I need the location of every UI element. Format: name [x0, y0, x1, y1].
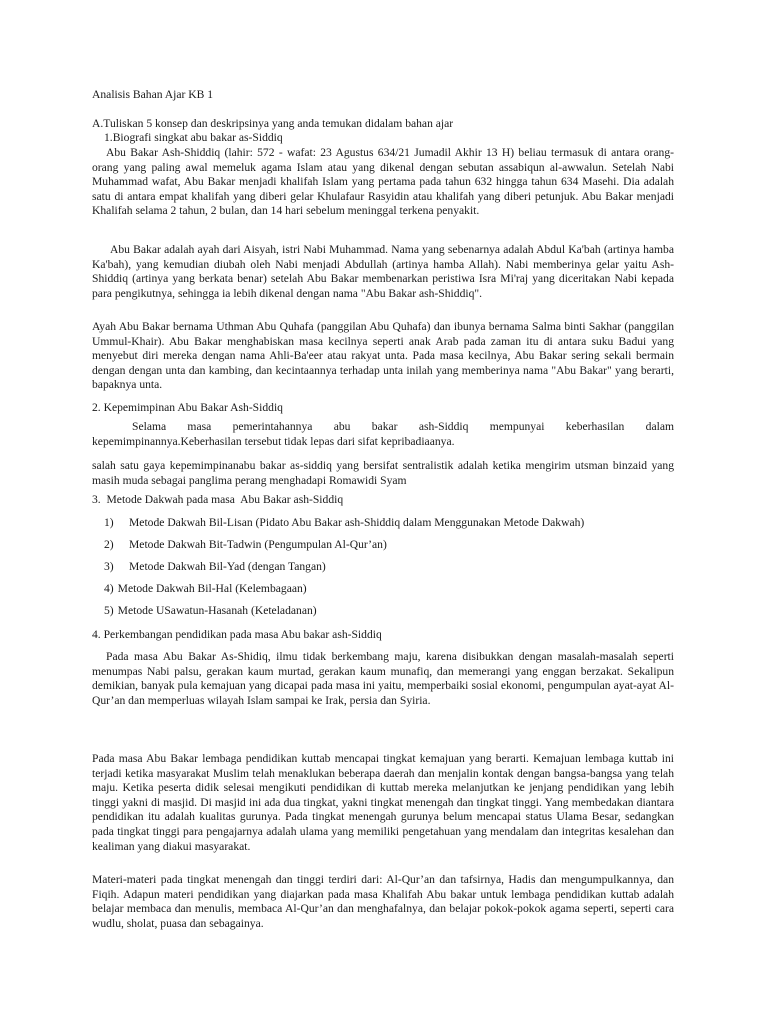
list-item-text: Metode Dakwah Bit-Tadwin (Pengumpulan Al-Qur’an): [129, 538, 387, 551]
document-title: Analisis Bahan Ajar KB 1: [92, 88, 214, 101]
section-2-paragraph-1: Selama masa pemerintahannya abu bakar ash-Siddiq mempunyai keberhasilan dalam kepemimpinannya.Keberhasilan tersebut tidak lepas dari sifat kepribadiaanya.: [92, 420, 674, 448]
section-1-paragraph-3: Ayah Abu Bakar bernama Uthman Abu Quhafa (panggilan Abu Quhafa) dan ibunya bernama Salma binti Sakhar (panggilan Ummul-Khair). Abu Bakar menghabiskan masa kecilnya seperti anak Arab pada zaman itu di antara suku Badui yang menyebut diri mereka dengan nama Ahli-Ba'eer atau rakyat unta. Pada masa kecilnya, Abu Bakar sering sekali bermain dengan dengan unta dan kambing, dan kecintaannya terhadap unta inilah yang memberinya nama "Abu Bakar" yang berarti, bapaknya unta.: [92, 320, 674, 392]
section-a-heading: A.Tuliskan 5 konsep dan deskripsinya yang anda temukan didalam bahan ajar: [92, 117, 454, 130]
section-1-heading: 1.Biografi singkat abu bakar as-Siddiq: [104, 131, 283, 144]
section-1-paragraph-2: Abu Bakar adalah ayah dari Aisyah, istri Nabi Muhammad. Nama yang sebenarnya adalah Abdul Ka'bah (artinya hamba Ka'bah), yang kemudian diubah oleh Nabi menjadi Abdullah (artinya hamba Allah). Nabi memberinya gelar yaitu Ash-Shiddiq (artinya yang berkata benar) setelah Abu Bakar membenarkan peristiwa Isra Mi'raj yang diceritakan Nabi kepada para pengikutnya, sehingga ia lebih dikenal dengan nama "Abu Bakar ash-Shiddiq".: [92, 243, 674, 300]
list-item: [104, 560, 674, 582]
section-3-heading: 3. Metode Dakwah pada masa Abu Bakar ash-Siddiq: [92, 493, 344, 506]
list-item: [104, 516, 674, 538]
list-item-number: 5): [104, 604, 114, 617]
list-item-text: Metode Dakwah Bil-Hal (Kelembagaan): [117, 582, 307, 595]
section-4-heading: 4. Perkembangan pendidikan pada masa Abu bakar ash-Siddiq: [92, 628, 382, 641]
section-2-paragraph-2: salah satu gaya kepemimpinanabu bakar as-siddiq yang bersifat sentralistik adalah ketika mengirim utsman binzaid yang masih muda sebagai panglima perang menghadapi Romawidi Syam: [92, 459, 674, 487]
section-4-paragraph-1: Pada masa Abu Bakar As-Shidiq, ilmu tidak berkembang maju, karena disibukkan dengan masalah-masalah seperti menumpas Nabi palsu, gerakan kaum murtad, gerakan kaum munafiq, dan memerangi yang enggan berzakat. Sekalipun demikian, banyak pula kemajuan yang dicapai pada masa ini yaitu, memperbaiki sosial ekonomi, pengumpulan ayat-ayat Al-Qur’an dan memperluas wilayah Islam sampai ke Irak, persia dan Syiria.: [92, 650, 674, 707]
list-item-number: 4): [104, 582, 114, 595]
section-1-paragraph-1: Abu Bakar Ash-Shiddiq (lahir: 572 - wafat: 23 Agustus 634/21 Jumadil Akhir 13 H) beliau termasuk di antara orang-orang yang paling awal memeluk agama Islam atau yang dikenal dengan sebutan assabiqun al-awwalun. Setelah Nabi Muhammad wafat, Abu Bakar menjadi khalifah Islam yang pertama pada tahun 632 hingga tahun 634 Masehi. Dia adalah satu di antara empat khalifah yang diberi gelar Khulafaur Rasyidin atau khalifah yang diberi petunjuk. Abu Bakar menjadi Khalifah selama 2 tahun, 2 bulan, dan 14 hari sebelum meninggal terkena penyakit.: [92, 146, 674, 218]
section-2-heading: 2. Kepemimpinan Abu Bakar Ash-Siddiq: [92, 401, 283, 414]
list-item-number: 1): [104, 516, 114, 529]
list-item-text: Metode Dakwah Bil-Yad (dengan Tangan): [129, 560, 326, 573]
list-item-text: Metode Dakwah Bil-Lisan (Pidato Abu Bakar ash-Shiddiq dalam Menggunakan Metode Dakwah): [129, 516, 585, 529]
list-item-text: Metode USawatun-Hasanah (Keteladanan): [117, 604, 317, 617]
list-item: [104, 538, 674, 560]
list-item-number: 3): [104, 560, 114, 573]
section-4-paragraph-3: Materi-materi pada tingkat menengah dan tinggi terdiri dari: Al-Qur’an dan tafsirnya, Hadis dan mengumpulkannya, dan Fiqih. Adapun materi pendidikan yang diajarkan pada masa Khalifah Abu bakar untuk lembaga pendidikan kuttab adalah belajar membaca dan menulis, membaca Al-Qur’an dan menghafalnya, dan belajar pokok-pokok agama seperti, seperti cara wudlu, sholat, puasa dan sebagainya.: [92, 873, 674, 930]
dakwah-method-list: [104, 516, 674, 626]
list-item: [104, 604, 674, 626]
list-item: [104, 582, 674, 604]
section-4-paragraph-2: Pada masa Abu Bakar lembaga pendidikan kuttab mencapai tingkat kemajuan yang berarti. Kemajuan lembaga kuttab ini terjadi ketika masyarakat Muslim telah menaklukan beberapa daerah dan menjalin kontak dengan bangsa-bangsa yang telah maju. Ketika peserta didik selesai mengikuti pendidikan di kuttab mereka melanjutkan ke jenjang pendidikan yang lebih tinggi yakni di masjid. Di masjid ini ada dua tingkat, yakni tingkat menengah dan tingkat tinggi. Yang membedakan diantara pendidikan itu adalah kualitas gurunya. Pada tingkat menengah gurunya belum mencapai status Ulama Besar, sedangkan pada tingkat tinggi para pengajarnya adalah ulama yang memiliki pengetahuan yang mendalam dan integritas kesalehan dan kealiman yang diakui masyarakat.: [92, 752, 674, 853]
list-item-number: 2): [104, 538, 114, 551]
